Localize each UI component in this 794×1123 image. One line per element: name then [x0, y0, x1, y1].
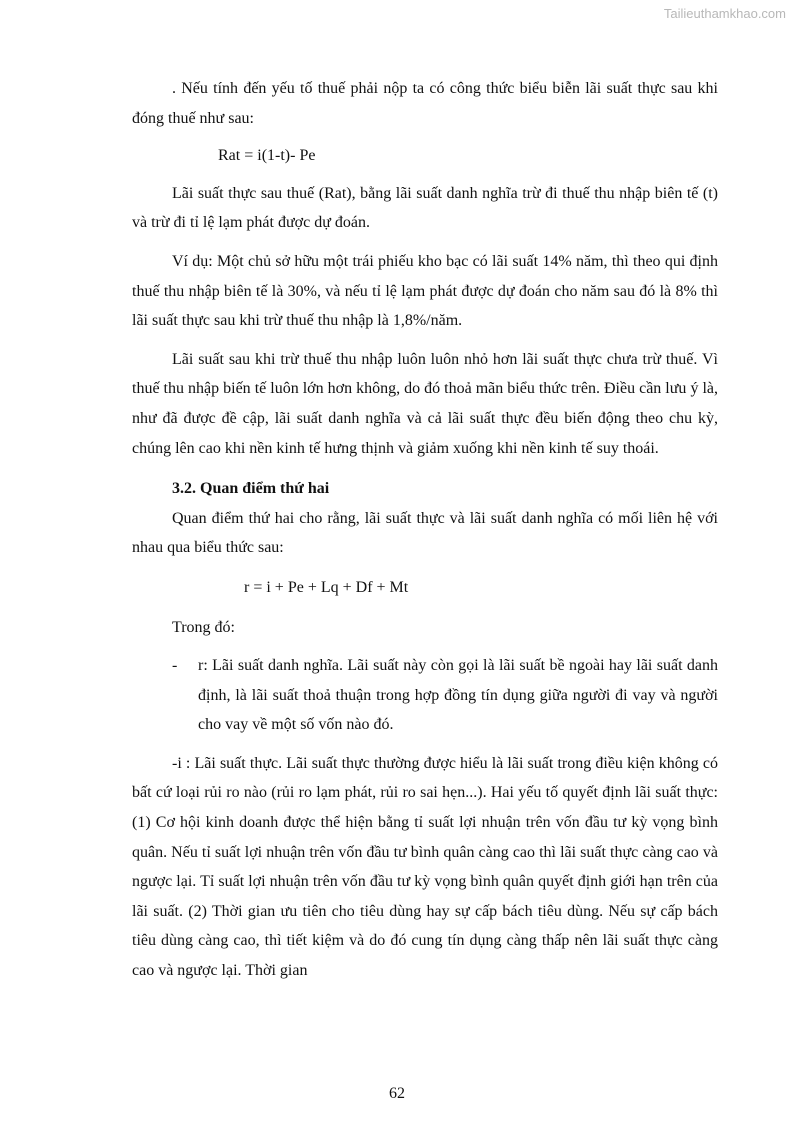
page-number: 62: [389, 1085, 405, 1102]
watermark: Tailieuthamkhao.com: [663, 6, 786, 21]
paragraph-tax-formula-intro: . Nếu tính đến yếu tố thuế phải nộp ta có công thức biểu biễn lãi suất thực sau khi đóng thuế như sau:: [132, 80, 718, 127]
list-item-text: r: Lãi suất danh nghĩa. Lãi suất này còn gọi là lãi suất bề ngoài hay lãi suất danh định, là lãi suất thoả thuận trong hợp đồng tín dụng giữa người đi vay và người cho vay về một số vốn nào đó.: [198, 657, 718, 734]
page-content: [132, 74, 718, 986]
formula-nominal-rate: r = i + Pe + Lq + Df + Mt: [244, 578, 409, 596]
paragraph-after-tax-definition: Lãi suất thực sau thuế (Rat), bằng lãi suất danh nghĩa trừ đi thuế thu nhập biên tế (t) và trừ đi tỉ lệ lạm phát được dự đoán.: [132, 184, 718, 232]
paragraph-example: Ví dụ: Một chủ sở hữu một trái phiếu kho bạc có lãi suất 14% năm, thì theo qui định thuế thu nhập biên tế là 30%, và nếu tỉ lệ lạm phát được dự đoán cho năm sau đó là 8% thì lãi suất thực sau khi trừ thuế thu nhập là 1,8%/năm.: [132, 252, 718, 330]
paragraph-after-tax-note: Lãi suất sau khi trừ thuế thu nhập luôn luôn nhỏ hơn lãi suất thực chưa trừ thuế. Vì thuế thu nhập biến tế luôn lớn hơn không, do đó thoả mãn biểu thức trên. Điều cần lưu ý là, như đã được đề cập, lãi suất danh nghĩa và cả lãi suất thực đều biến động theo chu kỳ, chúng lên cao khi nền kinh tế hưng thịnh và giảm xuống khi nền kinh tế suy thoái.: [132, 350, 718, 457]
paragraph-second-view: Quan điểm thứ hai cho rằng, lãi suất thực và lãi suất danh nghĩa có mối liên hệ với nhau qua biểu thức sau:: [132, 509, 718, 557]
list-dash: -: [172, 657, 178, 675]
paragraph-real-rate: -i : Lãi suất thực. Lãi suất thực thường được hiểu là lãi suất trong điều kiện không có bất cứ loại rủi ro nào (rủi ro lạm phát, rủi ro sai hẹn...). Hai yếu tố quyết định lãi suất thực: (1) Cơ hội kinh doanh được thể hiện bằng tỉ suất lợi nhuận trên vốn đầu tư kỳ vọng bình quân. Nếu tỉ suất lợi nhuận trên vốn đầu tư bình quân càng cao thì lãi suất thực càng cao và ngược lại. Tỉ suất lợi nhuận trên vốn đầu tư kỳ vọng bình quân quyết định giới hạn trên của lãi suất. (2) Thời gian ưu tiên cho tiêu dùng hay sự cấp bách tiêu dùng. Nếu sự cấp bách tiêu dùng càng cao, thì tiết kiệm và do đó cung tín dụng càng thấp nên lãi suất thực càng cao và ngược lại. Thời gian: [132, 754, 718, 980]
list-item-r: [132, 651, 718, 740]
section-heading: 3.2. Quan điểm thứ hai: [172, 480, 330, 498]
formula-after-tax-rate: Rat = i(1-t)- Pe: [218, 147, 316, 165]
label-where: Trong đó:: [172, 618, 235, 636]
